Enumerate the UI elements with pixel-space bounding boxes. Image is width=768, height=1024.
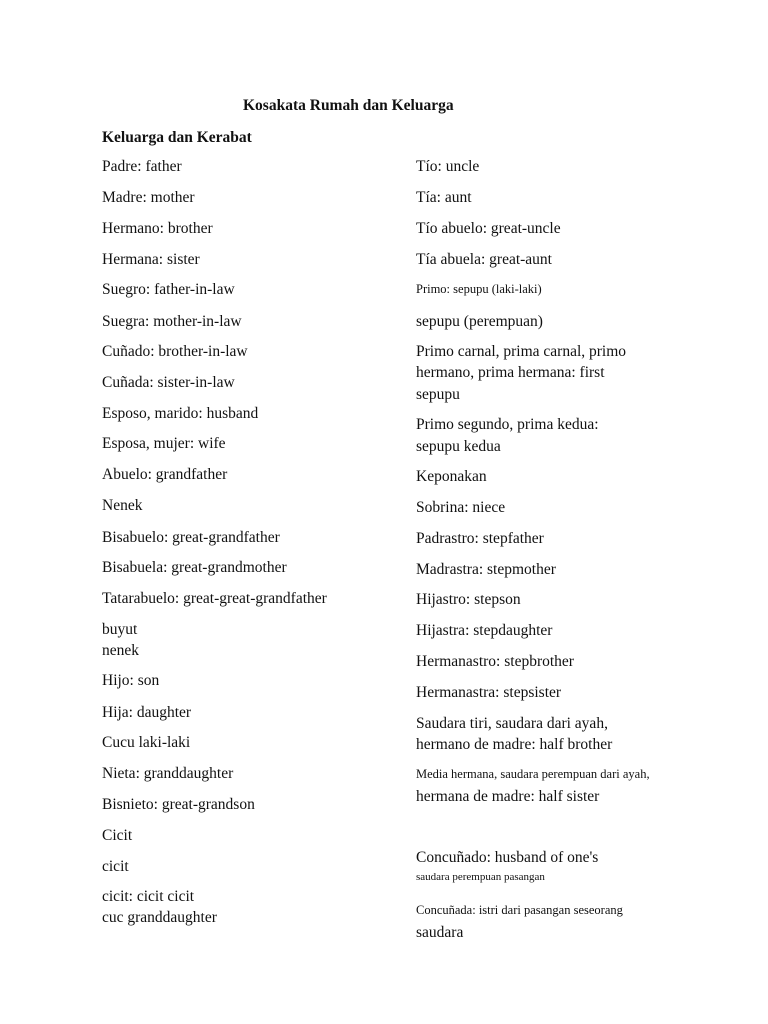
vocab-entry-right: sepupu <box>416 386 460 403</box>
vocab-entry-left: Bisnieto: great-grandson <box>102 796 255 813</box>
vocab-entry-right: Hijastro: stepson <box>416 591 521 608</box>
vocab-entry-left: Suegro: father-in-law <box>102 281 235 298</box>
vocab-entry-right: Hermanastro: stepbrother <box>416 653 574 670</box>
section-heading: Keluarga dan Kerabat <box>102 129 252 146</box>
vocab-entry-left: cuc granddaughter <box>102 909 217 926</box>
vocab-entry-left: buyut <box>102 621 138 638</box>
vocab-entry-left: Nenek <box>102 497 143 514</box>
vocab-entry-right: Concuñada: istri dari pasangan seseorang <box>416 903 623 917</box>
vocab-entry-right: Tía abuela: great-aunt <box>416 251 552 268</box>
vocab-entry-right: saudara perempuan pasangan <box>416 871 545 883</box>
vocab-entry-left: Padre: father <box>102 158 182 175</box>
vocab-entry-left: Cuñada: sister-in-law <box>102 374 235 391</box>
vocab-entry-right: Primo carnal, prima carnal, primo <box>416 343 627 360</box>
vocab-entry-left: Esposa, mujer: wife <box>102 435 226 452</box>
vocab-entry-left: Bisabuelo: great-grandfather <box>102 529 280 546</box>
vocab-entry-left: cicit <box>102 858 129 875</box>
vocab-entry-right: Madrastra: stepmother <box>416 561 556 578</box>
vocab-entry-right: Saudara tiri, saudara dari ayah, <box>416 715 608 732</box>
vocab-entry-right: Tío abuelo: great-uncle <box>416 220 561 237</box>
vocab-entry-left: Cicit <box>102 827 133 844</box>
vocab-entry-left: Madre: mother <box>102 189 195 206</box>
vocab-entry-right: hermana de madre: half sister <box>416 788 600 805</box>
vocab-entry-right: Tía: aunt <box>416 189 472 206</box>
vocab-entry-right: Hermanastra: stepsister <box>416 684 562 701</box>
vocab-entry-right: Concuñado: husband of one's <box>416 849 599 866</box>
vocab-entry-left: Hermano: brother <box>102 220 213 237</box>
vocab-entry-left: Cuñado: brother-in-law <box>102 343 248 360</box>
vocab-entry-right: sepupu (perempuan) <box>416 313 543 330</box>
vocab-entry-left: Nieta: granddaughter <box>102 765 234 782</box>
vocab-entry-right: Hijastra: stepdaughter <box>416 622 553 639</box>
vocab-entry-left: Hijo: son <box>102 672 160 689</box>
vocab-entry-left: nenek <box>102 642 140 659</box>
vocab-entry-right: Primo segundo, prima kedua: <box>416 416 599 433</box>
vocab-entry-left: Tatarabuelo: great-great-grandfather <box>102 590 327 607</box>
vocab-entry-right: Keponakan <box>416 468 487 485</box>
vocab-entry-left: Hija: daughter <box>102 704 192 721</box>
vocab-entry-right: hermano de madre: half brother <box>416 736 613 753</box>
vocab-entry-left: Suegra: mother-in-law <box>102 313 242 330</box>
vocab-entry-right: Primo: sepupu (laki-laki) <box>416 282 542 296</box>
vocab-entry-left: Bisabuela: great-grandmother <box>102 559 287 576</box>
page-title: Kosakata Rumah dan Keluarga <box>243 97 454 114</box>
vocab-entry-left: cicit: cicit cicit <box>102 888 195 905</box>
vocab-entry-right: Padrastro: stepfather <box>416 530 544 547</box>
vocab-entry-right: Media hermana, saudara perempuan dari ayah, <box>416 767 650 781</box>
vocab-entry-left: Hermana: sister <box>102 251 200 268</box>
vocab-entry-left: Esposo, marido: husband <box>102 405 259 422</box>
vocab-entry-right: sepupu kedua <box>416 438 501 455</box>
vocab-entry-left: Abuelo: grandfather <box>102 466 228 483</box>
vocab-entry-right: Sobrina: niece <box>416 499 506 516</box>
vocab-entry-right: saudara <box>416 924 464 941</box>
vocab-entry-right: hermano, prima hermana: first <box>416 364 605 381</box>
vocab-entry-right: Tío: uncle <box>416 158 480 175</box>
vocab-entry-left: Cucu laki-laki <box>102 734 191 751</box>
